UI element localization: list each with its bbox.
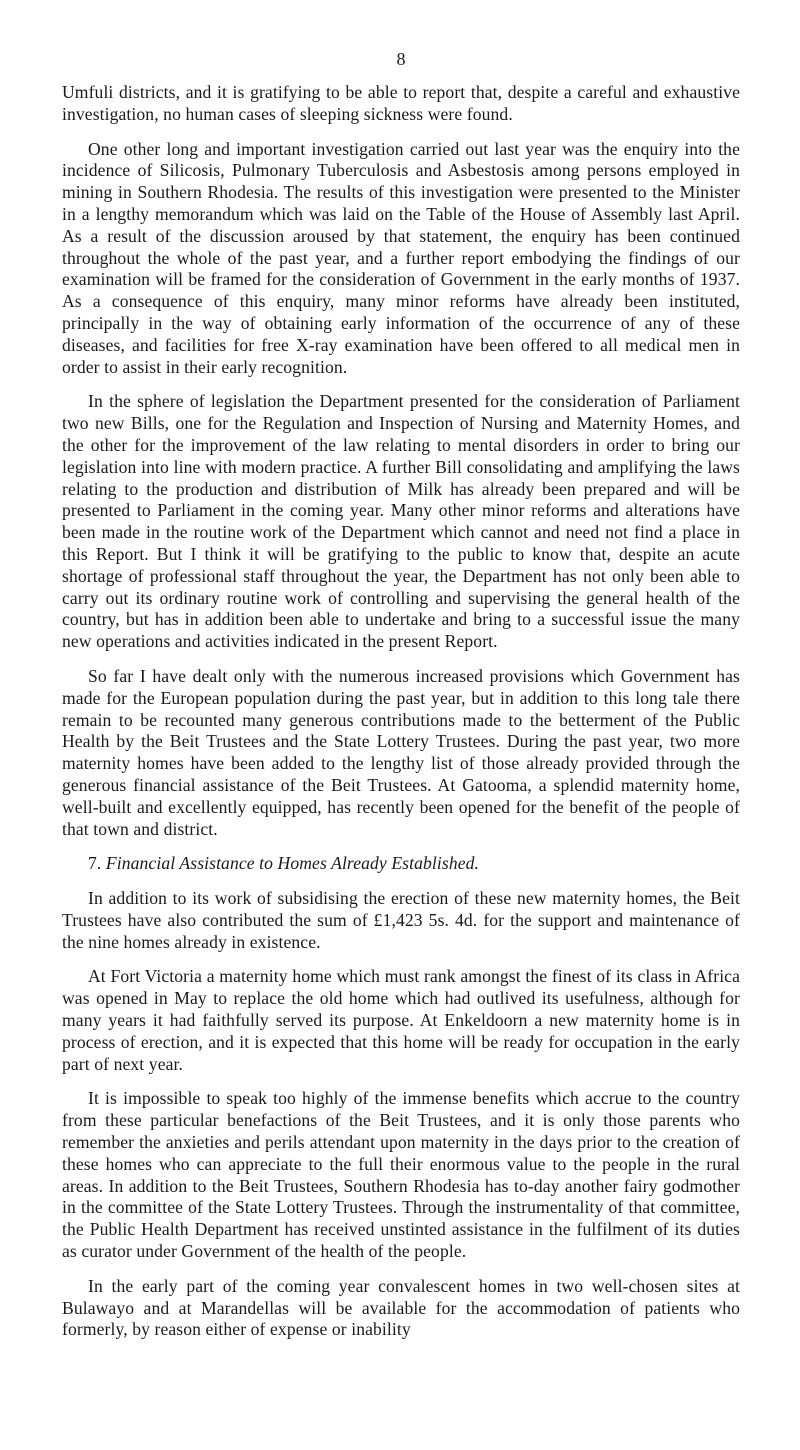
document-page	[62, 0, 740, 1354]
paragraph-silicosis-enquiry: One other long and important investigation carried out last year was the enquiry into the incidence of Silicosis, Pulmonary Tuberculosis and Asbestosis among persons employed in mining in Southern Rhodesia. The results of this investigation were presented to the Minister in a lengthy memorandum which was laid on the Table of the House of Assembly last April. As a result of the discussion aroused by that statement, the enquiry has been continued throughout the whole of the past year, and a further report embodying the findings of our examination will be framed for the consideration of Government in the early months of 1937. As a consequence of this enquiry, many minor reforms have already been instituted, principally in the way of obtaining early information of the occurrence of any of these diseases, and facilities for free X-ray examination have been offered to all medical men in order to assist in their early recognition.	[62, 138, 740, 377]
paragraph-subsidising: In addition to its work of subsidising the erection of these new maternity homes, the Beit Trustees have also contributed the sum of £1,423 5s. 4d. for the support and maintenance of the nine homes already in existence.	[62, 888, 740, 952]
document-body	[62, 82, 740, 1341]
section-title: Financial Assistance to Homes Already Established.	[105, 853, 480, 874]
paragraph-fort-victoria: At Fort Victoria a maternity home which must rank amongst the finest of its class in Africa was opened in May to replace the old home which had outlived its usefulness, although for many years it had faithfully served its purpose. At Enkeldoorn a new maternity home is in process of erection, and it is expected that this home will be ready for occupation in the early part of next year.	[62, 966, 740, 1074]
paragraph-beit-lottery-trustees: So far I have dealt only with the numerous increased provisions which Government has made for the European population during the past year, but in addition to this long tale there remain to be recounted many generous contributions made to the betterment of the Public Health by the Beit Trustees and the State Lottery Trustees. During the past year, two more maternity homes have been added to the lengthy list of those already provided through the generous financial assistance of the Beit Trustees. At Gatooma, a splendid maternity home, well-built and excellently equipped, has recently been opened for the benefit of the people of that town and district.	[62, 665, 740, 839]
paragraph-convalescent-homes: In the early part of the coming year convalescent homes in two well-chosen sites at Bulawayo and at Marandellas will be available for the accommodation of patients who formerly, by reason either of expense or inability	[62, 1275, 740, 1340]
page-number: 8	[396, 49, 406, 69]
paragraph-benefits: It is impossible to speak too highly of the immense benefits which accrue to the country from these particular benefactions of the Beit Trustees, and it is only those parents who remember the anxieties and perils attendant upon maternity in the days prior to the creation of these homes who can appreciate to the full their enormous value to the people in the rural areas. In addition to the Beit Trustees, Southern Rhodesia has to-day another fairy godmother in the committee of the State Lottery Trustees. Through the instrumentality of that committee, the Public Health Department has received unstinted assistance in the fulfilment of its duties as curator under Government of the health of the people.	[62, 1088, 740, 1262]
section-heading	[62, 853, 740, 875]
section-number: 7.	[88, 853, 102, 874]
paragraph-continuation: Umfuli districts, and it is gratifying to be able to report that, despite a careful and exhaustive investigation, no human cases of sleeping sickness were found.	[62, 82, 740, 124]
paragraph-legislation: In the sphere of legislation the Department presented for the consideration of Parliament two new Bills, one for the Regulation and Inspection of Nursing and Maternity Homes, and the other for the improvement of the law relating to mental disorders in order to bring our legislation into line with modern practice. A further Bill consolidating and amplifying the laws relating to the production and distribution of Milk has already been prepared and will be presented to Parliament in the coming year. Many other minor reforms and alterations have been made in the routine work of the Department which cannot and need not find a place in this Report. But I think it will be gratifying to the public to know that, despite an acute shortage of professional staff throughout the year, the Department has not only been able to carry out its ordinary routine work of controlling and supervising the general health of the country, but has in addition been able to undertake and bring to a successful issue the many new operations and activities indicated in the present Report.	[62, 391, 740, 652]
